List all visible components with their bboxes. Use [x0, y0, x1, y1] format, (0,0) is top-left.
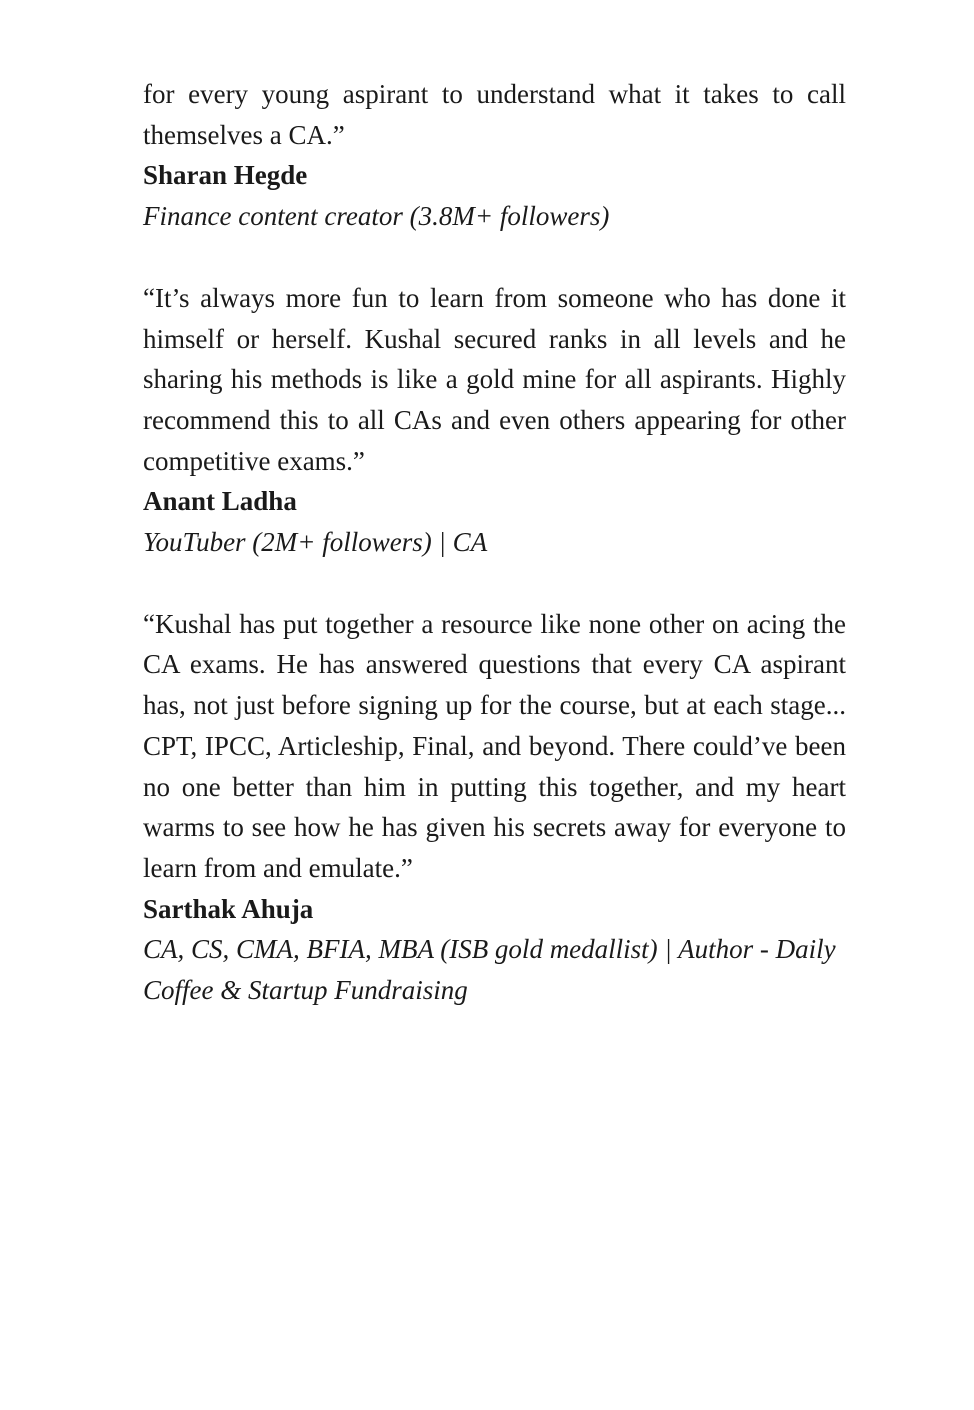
testimonial-quote: for every young aspirant to understand what it takes to call themselves a CA.” [143, 79, 846, 150]
testimonial-author-name: Sarthak Ahuja [143, 893, 314, 924]
testimonials-page [143, 74, 846, 1011]
testimonial-anant-ladha [143, 278, 846, 563]
testimonial-author-name: Sharan Hegde [143, 160, 308, 191]
spacer [143, 563, 846, 604]
testimonial-author-role: YouTuber (2M+ followers) | CA [143, 527, 488, 558]
testimonial-quote: “Kushal has put together a resource like none other on acing the CA exams. He has answered questions that every CA aspirant has, not just before signing up for the course, but at each stage... CPT, IPCC, Articleship, Final, and beyond. There could’ve been no one better than him in putting this together, and my heart warms to see how he has given his secrets away for everyone to learn from and emulate.” [143, 608, 846, 883]
testimonial-quote: “It’s always more fun to learn from someone who has done it himself or herself. Kushal secured ranks in all levels and he sharing his methods is like a gold mine for all aspirants. Highly recommend this to all CAs and even others appearing for other competitive exams.” [143, 282, 846, 476]
testimonial-sharan-hegde [143, 74, 846, 237]
testimonial-author-name: Anant Ladha [143, 486, 297, 517]
spacer [143, 237, 846, 278]
testimonial-author-role: CA, CS, CMA, BFIA, MBA (ISB gold medallist) | Author - Daily Coffee & Startup Fundraising [143, 934, 836, 1006]
testimonial-sarthak-ahuja [143, 604, 846, 1011]
testimonial-author-role: Finance content creator (3.8M+ followers) [143, 201, 610, 232]
